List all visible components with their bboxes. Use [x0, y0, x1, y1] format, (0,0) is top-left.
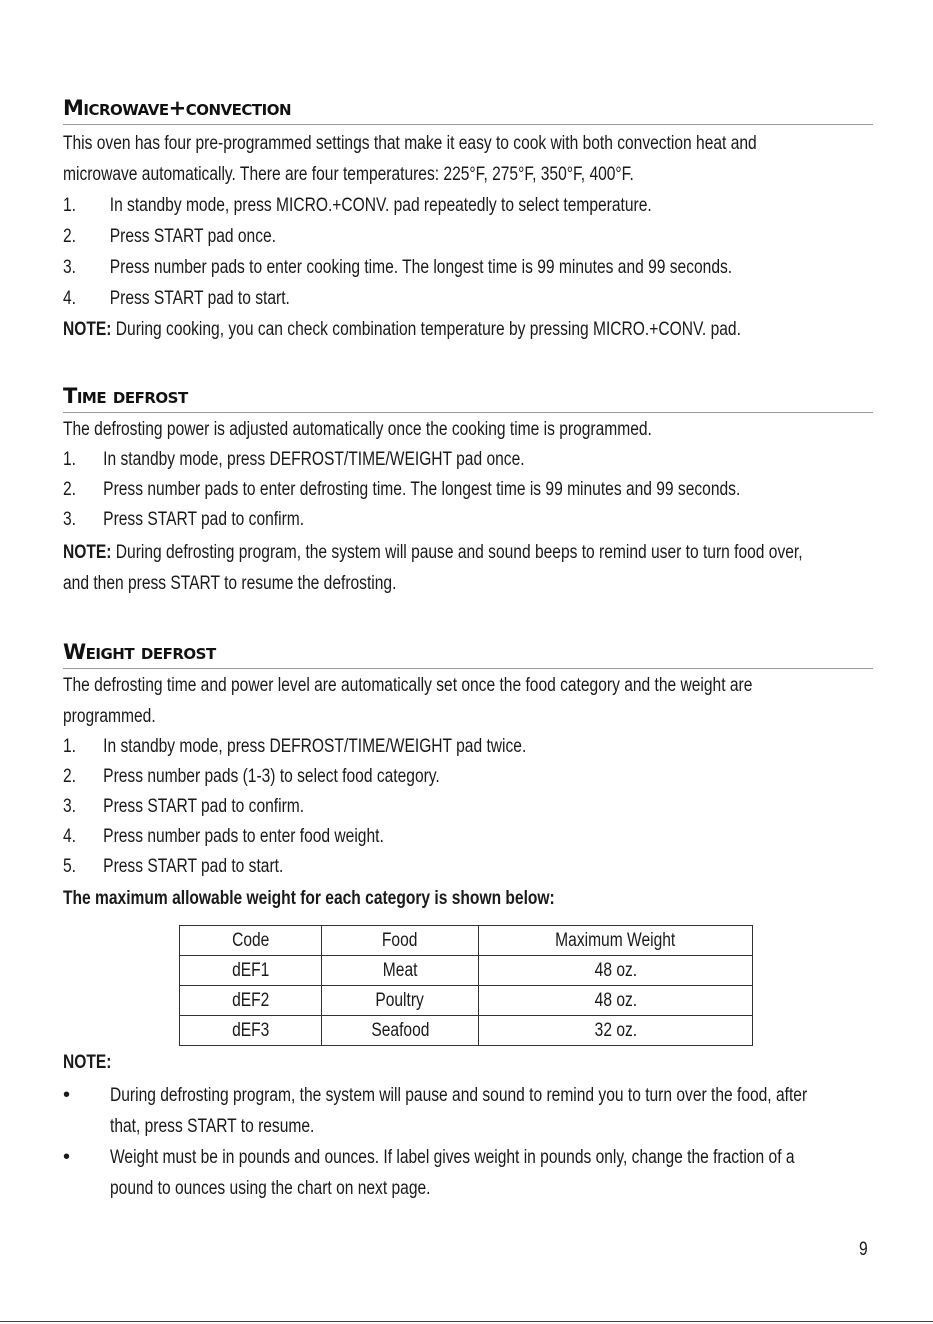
step-item: [63, 475, 873, 505]
step-number: 4.: [63, 826, 77, 847]
step-number: 1.: [63, 449, 77, 470]
bullet-text-line: pound to ounces using the chart on next page.: [110, 1178, 431, 1199]
note-line: and then press START to resume the defrosting.: [63, 573, 397, 594]
final-note: [63, 1048, 873, 1078]
step-text: Press START pad once.: [109, 226, 277, 247]
step-text: In standby mode, press DEFROST/TIME/WEIGHT pad once.: [103, 449, 525, 470]
step-item: [63, 822, 873, 852]
step-number: 1.: [63, 736, 77, 757]
intro-line: programmed.: [63, 706, 156, 727]
note-line: [63, 314, 873, 345]
step-text: Press number pads to enter defrosting time. The longest time is 99 minutes and 99 seconds.: [103, 479, 741, 500]
table-cell: Poultry: [322, 986, 479, 1016]
step-text: Press number pads to enter food weight.: [103, 826, 384, 847]
bullet-item: [63, 1080, 873, 1144]
section-heading: Weight defrost: [63, 640, 216, 664]
step-number: 3.: [63, 509, 77, 530]
table-cell: 32 oz.: [479, 1016, 753, 1046]
step-number: 1.: [63, 195, 77, 216]
table-cell: Meat: [322, 956, 479, 986]
step-text: In standby mode, press MICRO.+CONV. pad repeatedly to select temperature.: [109, 195, 652, 216]
table-cell: dEF2: [180, 986, 322, 1016]
step-text: Press START pad to confirm.: [103, 509, 305, 530]
note-text: During cooking, you can check combination temperature by pressing MICRO.+CONV. pad.: [111, 319, 741, 340]
page-bottom-divider: [0, 1321, 933, 1322]
table-header-cell: Maximum Weight: [479, 926, 753, 956]
table-row: [180, 986, 753, 1016]
bullet-text-line: During defrosting program, the system will pause and sound to remind you to turn over the food, after: [110, 1085, 808, 1106]
step-text: Press number pads (1-3) to select food category.: [103, 766, 440, 787]
step-number: 5.: [63, 856, 77, 877]
step-number: 3.: [63, 796, 77, 817]
step-item: [63, 792, 873, 822]
intro-line: This oven has four pre-programmed settings that make it easy to cook with both convection heat and: [63, 133, 757, 154]
step-text: Press START pad to start.: [109, 288, 290, 309]
note-label: NOTE:: [63, 542, 112, 563]
step-text: In standby mode, press DEFROST/TIME/WEIGHT pad twice.: [103, 736, 527, 757]
step-number: 2.: [63, 226, 77, 247]
step-item: [63, 190, 873, 221]
step-text: Press START pad to start.: [103, 856, 284, 877]
intro-line: microwave automatically. There are four temperatures: 225°F, 275°F, 350°F, 400°F.: [63, 164, 634, 185]
step-item: [63, 852, 873, 882]
table-row: [180, 1016, 753, 1046]
note-label: NOTE:: [63, 319, 112, 340]
step-item: [63, 505, 873, 535]
intro-line: The defrosting power is adjusted automatically once the cooking time is programmed.: [63, 419, 652, 440]
note-text: During defrosting program, the system will pause and sound beeps to remind user to turn food over,: [111, 542, 803, 563]
step-item: [63, 221, 873, 252]
section-heading: Time defrost: [63, 384, 188, 408]
step-text: Press number pads to enter cooking time. The longest time is 99 minutes and 99 seconds.: [109, 257, 733, 278]
section-time-defrost: [63, 381, 873, 599]
table-header-cell: Food: [322, 926, 479, 956]
table-cell: Seafood: [322, 1016, 479, 1046]
table-header-cell: Code: [180, 926, 322, 956]
bullet-item: [63, 1142, 873, 1206]
step-item: [63, 252, 873, 283]
section-microwave-convection: [63, 93, 873, 345]
table-cell: 48 oz.: [479, 986, 753, 1016]
step-number: 2.: [63, 479, 77, 500]
table-cell: dEF3: [180, 1016, 322, 1046]
page-number: 9: [859, 1239, 868, 1260]
note-label: NOTE:: [63, 1052, 112, 1073]
bullet-text-line: Weight must be in pounds and ounces. If label gives weight in pounds only, change the fraction of a: [110, 1147, 795, 1168]
step-item: [63, 283, 873, 314]
bullet-icon: •: [63, 1084, 71, 1106]
bullet-icon: •: [63, 1146, 71, 1168]
table-heading: The maximum allowable weight for each category is shown below:: [63, 888, 555, 909]
step-number: 3.: [63, 257, 77, 278]
note-line: [63, 537, 873, 568]
table-header-row: [180, 926, 753, 956]
bullet-text-line: that, press START to resume.: [110, 1116, 315, 1137]
step-text: Press START pad to confirm.: [103, 796, 305, 817]
step-item: [63, 762, 873, 792]
table-cell: dEF1: [180, 956, 322, 986]
section-heading: Microwave+convection: [63, 96, 291, 120]
step-number: 2.: [63, 766, 77, 787]
intro-line: The defrosting time and power level are automatically set once the food category and the weight are: [63, 675, 753, 696]
table-cell: 48 oz.: [479, 956, 753, 986]
step-item: [63, 445, 873, 475]
weight-table: [179, 925, 753, 1046]
step-item: [63, 732, 873, 762]
step-number: 4.: [63, 288, 77, 309]
table-row: [180, 956, 753, 986]
section-weight-defrost: [63, 637, 873, 914]
